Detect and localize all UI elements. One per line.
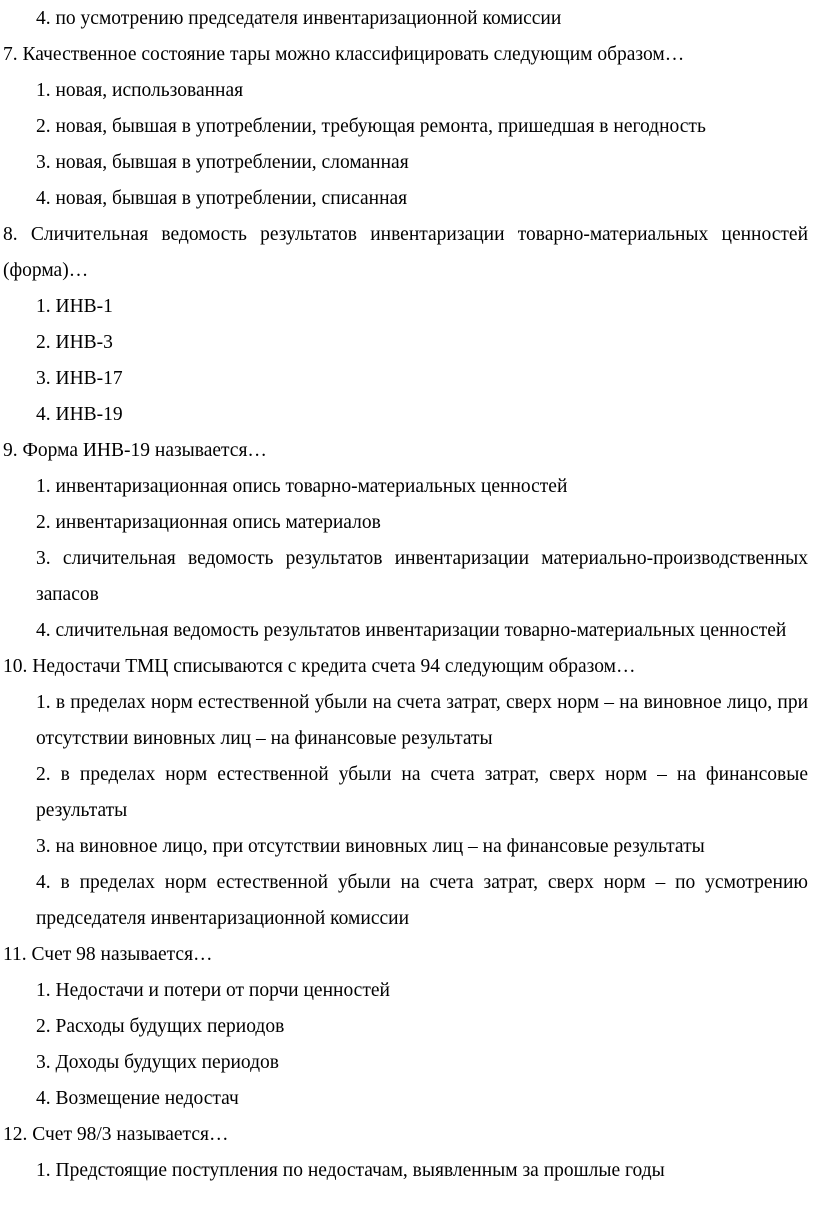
option-text: новая, использованная: [55, 80, 244, 101]
option-text: в пределах норм естественной убыли на счета затрат, сверх норм – по усмотрению председателя инвентаризационной комиссии: [36, 872, 809, 929]
question-8: [3, 217, 808, 289]
orphan-answer-option: [3, 1, 808, 37]
option-text: инвентаризационная опись материалов: [55, 512, 381, 533]
option-number: 4.: [36, 188, 51, 209]
answer-option: [3, 361, 808, 397]
question-text: Счет 98/3 называется…: [32, 1124, 229, 1145]
option-text: новая, бывшая в употреблении, списанная: [55, 188, 408, 209]
answer-option: [3, 181, 808, 217]
answer-option: [3, 325, 808, 361]
option-number: 4.: [36, 404, 51, 425]
option-number: 3.: [36, 368, 51, 389]
option-number: 4.: [36, 8, 51, 29]
question-text: Форма ИНВ-19 называется…: [22, 440, 267, 461]
answer-option: [3, 1081, 808, 1117]
question-10: [3, 649, 808, 685]
option-text: в пределах норм естественной убыли на счета затрат, сверх норм – на виновное лицо, при отсутствии виновных лиц – на финансовые результаты: [36, 692, 809, 749]
option-number: 2.: [36, 1016, 51, 1037]
option-number: 3.: [36, 152, 51, 173]
question-text: Недостачи ТМЦ списываются с кредита счета 94 следующим образом…: [32, 656, 636, 677]
option-number: 1.: [36, 80, 51, 101]
option-text: сличительная ведомость результатов инвентаризации товарно-материальных ценностей: [55, 620, 787, 641]
option-number: 1.: [36, 1160, 51, 1181]
question-number: 9.: [3, 440, 18, 461]
option-text: новая, бывшая в употреблении, требующая ремонта, пришедшая в негодность: [55, 116, 706, 137]
option-text: сличительная ведомость результатов инвентаризации материально-производственных запасов: [36, 548, 808, 605]
question-12: [3, 1117, 808, 1153]
option-text: Расходы будущих периодов: [55, 1016, 285, 1037]
answer-option: [3, 613, 808, 649]
option-number: 1.: [36, 692, 51, 713]
option-number: 3.: [36, 836, 51, 857]
option-text: на виновное лицо, при отсутствии виновных лиц – на финансовые результаты: [55, 836, 705, 857]
option-number: 4.: [36, 872, 51, 893]
question-number: 11.: [3, 944, 27, 965]
answer-option: [3, 541, 808, 613]
option-text: новая, бывшая в употреблении, сломанная: [55, 152, 409, 173]
answer-option: [3, 109, 808, 145]
question-11: [3, 937, 808, 973]
option-number: 3.: [36, 548, 51, 569]
answer-option: [3, 289, 808, 325]
answer-option: [3, 397, 808, 433]
question-number: 12.: [3, 1124, 28, 1145]
answer-option: [3, 145, 808, 181]
answer-option: [3, 469, 808, 505]
answer-option: [3, 829, 808, 865]
question-number: 7.: [3, 44, 18, 65]
option-text: Предстоящие поступления по недостачам, выявленным за прошлые годы: [55, 1160, 665, 1181]
answer-option: [3, 1153, 808, 1189]
answer-option: [3, 1045, 808, 1081]
answer-option: [3, 757, 808, 829]
option-text: ИНВ-19: [55, 404, 123, 425]
option-number: 1.: [36, 980, 51, 1001]
option-text: ИНВ-3: [55, 332, 113, 353]
question-7: [3, 37, 808, 73]
question-text: Качественное состояние тары можно классифицировать следующим образом…: [22, 44, 685, 65]
option-number: 4.: [36, 620, 51, 641]
option-number: 2.: [36, 764, 51, 785]
answer-option: [3, 73, 808, 109]
question-number: 8.: [3, 224, 18, 245]
answer-option: [3, 973, 808, 1009]
question-9: [3, 433, 808, 469]
question-text: Счет 98 называется…: [31, 944, 213, 965]
answer-option: [3, 865, 808, 937]
option-text: инвентаризационная опись товарно-материальных ценностей: [55, 476, 568, 497]
option-number: 1.: [36, 296, 51, 317]
option-text: в пределах норм естественной убыли на счета затрат, сверх норм – на финансовые результаты: [36, 764, 808, 821]
option-text: Недостачи и потери от порчи ценностей: [55, 980, 390, 1001]
option-number: 2.: [36, 512, 51, 533]
question-number: 10.: [3, 656, 28, 677]
option-text: по усмотрению председателя инвентаризационной комиссии: [55, 8, 562, 29]
answer-option: [3, 1009, 808, 1045]
option-text: ИНВ-1: [55, 296, 113, 317]
option-text: ИНВ-17: [55, 368, 123, 389]
option-number: 4.: [36, 1088, 51, 1109]
option-number: 3.: [36, 1052, 51, 1073]
option-number: 2.: [36, 332, 51, 353]
option-text: Возмещение недостач: [55, 1088, 239, 1109]
answer-option: [3, 685, 808, 757]
option-number: 2.: [36, 116, 51, 137]
question-text: Сличительная ведомость результатов инвентаризации товарно-материальных ценностей (форма)…: [3, 224, 808, 281]
option-text: Доходы будущих периодов: [55, 1052, 279, 1073]
option-number: 1.: [36, 476, 51, 497]
answer-option: [3, 505, 808, 541]
